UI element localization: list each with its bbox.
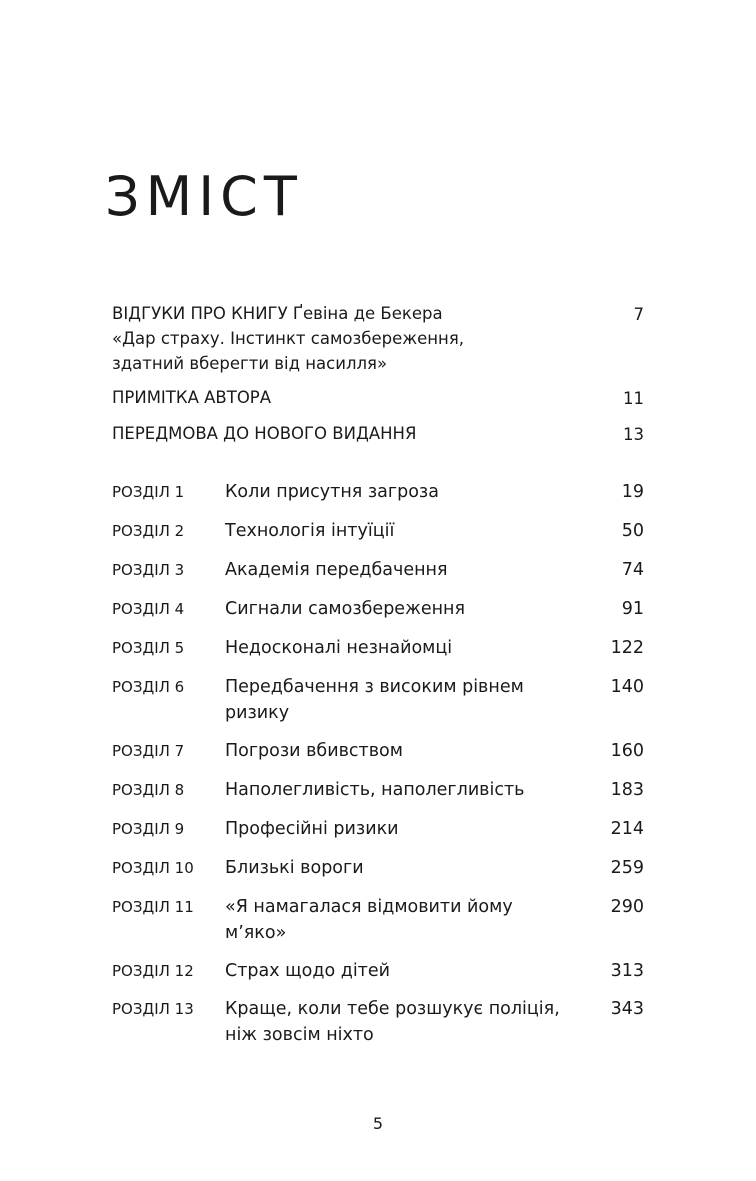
chapter-title: Академія передбачення	[225, 560, 448, 580]
toc-entry-page: 11	[623, 389, 644, 408]
toc-entry-reviews[interactable]	[112, 301, 644, 376]
chapter-page: 313	[610, 961, 644, 981]
chapter-page: 19	[621, 482, 644, 502]
chapter-label: РОЗДІЛ 6	[112, 678, 185, 696]
chapter-page: 343	[610, 999, 644, 1019]
chapter-label: РОЗДІЛ 4	[112, 600, 185, 618]
chapter-title: Страх щодо дітей	[225, 961, 391, 981]
chapter-label: РОЗДІЛ 13	[112, 1000, 194, 1018]
chapter-page: 50	[621, 521, 644, 541]
chapter-page: 290	[610, 897, 644, 917]
chapter-label: РОЗДІЛ 12	[112, 962, 194, 980]
chapter-page: 160	[610, 741, 644, 761]
chapter-title: Близькі вороги	[225, 858, 364, 878]
toc-entry-author-note[interactable]	[112, 385, 644, 410]
chapter-page: 122	[610, 638, 644, 658]
chapter-title: Наполегливість, наполегливість	[225, 780, 525, 800]
toc-entry-page: 7	[633, 305, 644, 324]
chapter-page: 91	[621, 599, 644, 619]
page-title: ЗМІСТ	[105, 165, 303, 228]
toc-entry-title: ПРИМІТКА АВТОРА	[112, 388, 272, 407]
chapter-title: Погрози вбивством	[225, 741, 403, 761]
toc-entry-title: ПЕРЕДМОВА ДО НОВОГО ВИДАННЯ	[112, 424, 417, 443]
toc-entry-page: 13	[623, 425, 644, 444]
page-number: 5	[372, 1114, 384, 1133]
chapter-page: 259	[610, 858, 644, 878]
toc-entry-preface[interactable]	[112, 421, 644, 446]
chapter-title: Передбачення з високим рівнем ризику	[225, 677, 524, 723]
chapter-label: РОЗДІЛ 7	[112, 742, 185, 760]
chapter-title: Професійні ризики	[225, 819, 399, 839]
chapter-label: РОЗДІЛ 5	[112, 639, 185, 657]
chapter-title: Недосконалі незнайомці	[225, 638, 453, 658]
chapter-label: РОЗДІЛ 9	[112, 820, 185, 838]
chapter-page: 214	[610, 819, 644, 839]
chapter-page: 74	[621, 560, 644, 580]
chapter-title: Сигнали самозбереження	[225, 599, 466, 619]
chapter-title: «Я намагалася відмовити йому м’яко»	[225, 897, 513, 943]
chapter-title: Коли присутня загроза	[225, 482, 439, 502]
chapter-label: РОЗДІЛ 2	[112, 522, 185, 540]
chapter-title: Краще, коли тебе розшукує поліція, ніж зовсім ніхто	[225, 999, 560, 1045]
chapter-label: РОЗДІЛ 10	[112, 859, 194, 877]
chapter-page: 140	[610, 677, 644, 697]
chapter-label: РОЗДІЛ 3	[112, 561, 185, 579]
chapter-label: РОЗДІЛ 11	[112, 898, 194, 916]
toc-entry-title: ВІДГУКИ ПРО КНИГУ Ґевіна де Бекера «Дар страху. Інстинкт самозбереження, здатний вберегти від насилля»	[112, 304, 464, 373]
chapter-label: РОЗДІЛ 8	[112, 781, 185, 799]
chapter-page: 183	[610, 780, 644, 800]
chapter-label: РОЗДІЛ 1	[112, 483, 185, 501]
chapter-title: Технологія інтуїції	[225, 521, 395, 541]
